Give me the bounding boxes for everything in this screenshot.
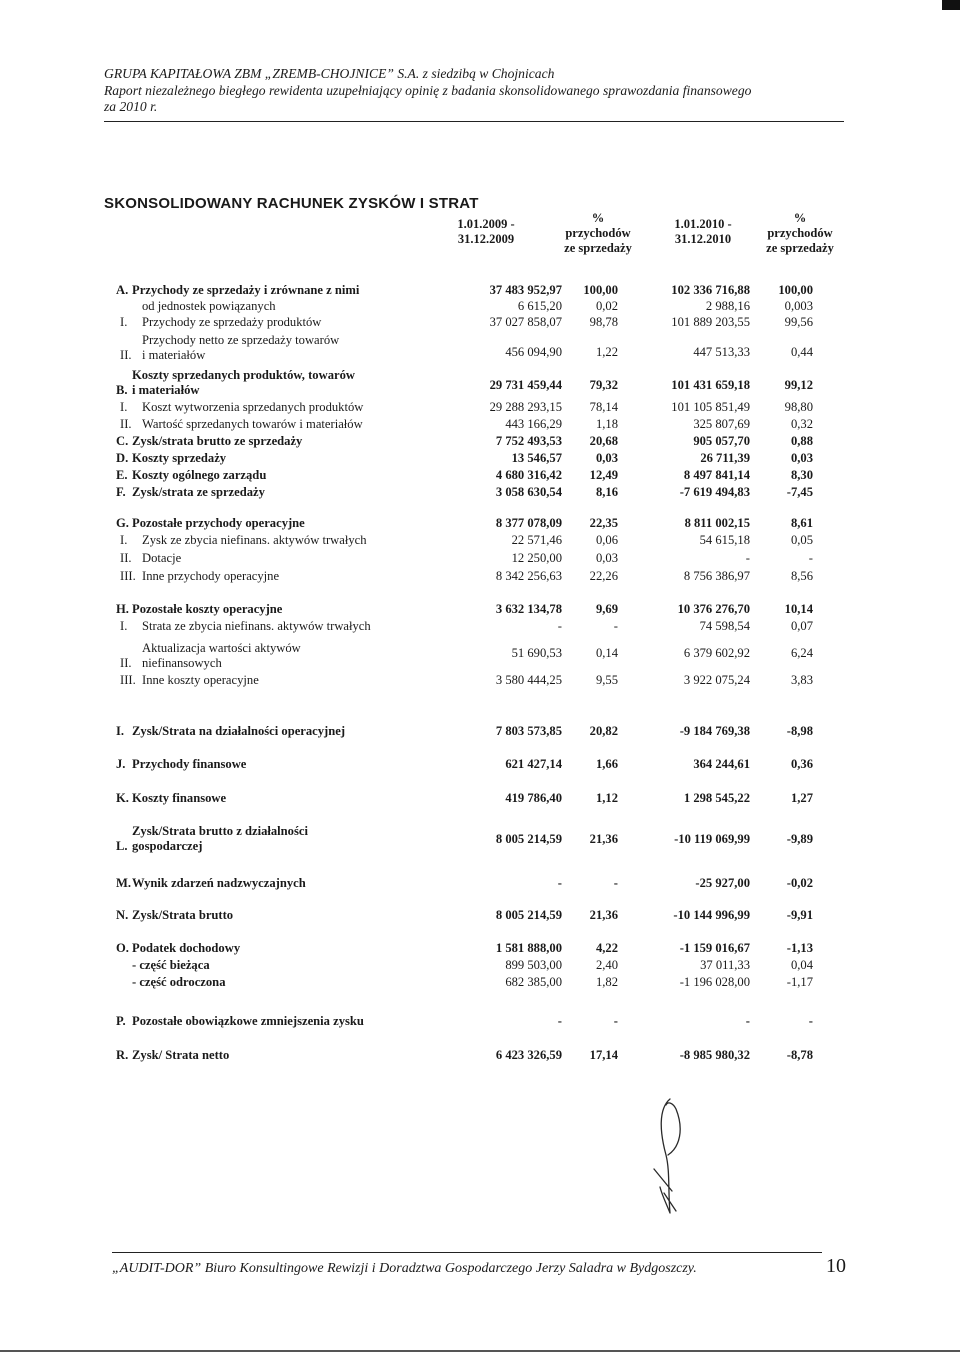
- percent-2009: 17,14: [589, 1048, 618, 1062]
- percent-2010: 99,56: [784, 315, 813, 329]
- header-line-1: GRUPA KAPITAŁOWA ZBM „ZREMB-CHOJNICE” S.A. z siedzibą w Chojnicach: [104, 66, 555, 81]
- value-2010: 8 756 386,97: [683, 569, 750, 583]
- row-label-line-2: gospodarczej: [132, 839, 203, 853]
- row-label-line-1: Przychody netto ze sprzedaży towarów: [142, 333, 340, 347]
- value-2009: 12 250,00: [511, 551, 562, 565]
- percent-2010: 0,36: [790, 757, 813, 771]
- handwritten-signature: [640, 1095, 700, 1225]
- row-letter: D.: [116, 451, 129, 465]
- row-label-text: [132, 485, 265, 500]
- row-label: [116, 724, 345, 739]
- value-2009: 1 581 888,00: [495, 941, 562, 955]
- row-label-text: [132, 434, 302, 449]
- row-label-text: [132, 451, 226, 466]
- header-line-2: Raport niezależnego biegłego rewidenta uzupełniający opinię z badania skonsolidowanego sprawozdania finansowego: [104, 82, 752, 98]
- row-label: [116, 368, 355, 398]
- row-label-text: [142, 673, 259, 688]
- percent-2010: -8,98: [786, 724, 813, 738]
- percent-2010: 1,27: [790, 791, 813, 805]
- row-label-text: [142, 333, 339, 363]
- row-label-line-1: - część bieżąca: [132, 958, 210, 972]
- value-2010: 6 379 602,92: [683, 646, 750, 660]
- value-2009: 13 546,57: [511, 451, 562, 465]
- value-2010: 74 598,54: [699, 619, 750, 633]
- percent-2009: 21,36: [589, 832, 618, 846]
- footer-auditor-text: „AUDIT-DOR” Biuro Konsultingowe Rewizji i Doradztwa Gospodarczego Jerzy Saladra w Bydgoszczy.: [112, 1261, 697, 1276]
- percent-2009: 9,69: [595, 602, 618, 616]
- row-label-line-1: Przychody ze sprzedaży produktów: [142, 315, 322, 329]
- row-letter: II.: [120, 348, 132, 362]
- row-label-text: [142, 299, 276, 314]
- percent-2010: 98,80: [784, 400, 813, 414]
- value-2009: 443 166,29: [505, 417, 562, 431]
- row-label: [120, 333, 339, 363]
- percent-2009: 0,14: [595, 646, 618, 660]
- value-2009: 621 427,14: [505, 757, 562, 771]
- row-label: [120, 533, 367, 548]
- percent-2010: -: [808, 1014, 813, 1028]
- percent-2010: -7,45: [786, 485, 813, 499]
- row-label-text: [132, 1014, 364, 1029]
- row-label-line-1: od jednostek powiązanych: [142, 299, 276, 313]
- percent-2010: 8,56: [790, 569, 813, 583]
- value-2010: 54 615,18: [699, 533, 750, 547]
- value-2009: 7 752 493,53: [495, 434, 562, 448]
- percent-2009: 8,16: [595, 485, 618, 499]
- value-2009: 682 385,00: [505, 975, 562, 989]
- value-2010: 1 298 545,22: [683, 791, 750, 805]
- value-2009: 29 731 459,44: [489, 378, 562, 392]
- percent-2009: 78,14: [589, 400, 618, 414]
- percent-2010: -: [808, 551, 813, 565]
- row-label-line-1: Koszty sprzedaży: [132, 451, 227, 465]
- row-label: [120, 400, 363, 415]
- value-2010: -7 619 494,83: [679, 485, 750, 499]
- row-label-text: [132, 908, 233, 923]
- row-label: [120, 417, 363, 432]
- percent-2010: 0,04: [790, 958, 813, 972]
- row-label-text: [132, 283, 359, 298]
- percent-2010: 8,30: [790, 468, 813, 482]
- value-2010: 102 336 716,88: [671, 283, 750, 297]
- value-2009: -: [557, 1014, 562, 1028]
- row-label-line-1: Podatek dochodowy: [132, 941, 241, 955]
- percent-2009: 4,22: [595, 941, 618, 955]
- row-label-text: [132, 468, 266, 483]
- row-label-line-1: Przychody finansowe: [132, 757, 247, 771]
- value-2010: -10 144 996,99: [673, 908, 750, 922]
- percent-2010: 0,05: [790, 533, 813, 547]
- percent-2009: 12,49: [589, 468, 618, 482]
- row-label: [120, 299, 276, 314]
- percent-2010: -8,78: [786, 1048, 813, 1062]
- value-2010: -1 159 016,67: [679, 941, 750, 955]
- percent-2009: -: [613, 876, 618, 890]
- percent-2009: 9,55: [595, 673, 618, 687]
- percent-2009: 0,06: [595, 533, 618, 547]
- percent-2009: -: [613, 619, 618, 633]
- value-2010: 101 889 203,55: [671, 315, 750, 329]
- value-2010: 447 513,33: [693, 345, 750, 359]
- row-letter: B.: [116, 383, 128, 397]
- percent-2009: 79,32: [589, 378, 618, 392]
- value-2009: 8 342 256,63: [495, 569, 562, 583]
- row-letter: II.: [120, 417, 132, 431]
- row-label-text: [142, 619, 371, 634]
- row-label-line-1: Pozostałe koszty operacyjne: [132, 602, 283, 616]
- row-label: [116, 876, 306, 891]
- row-letter: J.: [116, 757, 126, 771]
- percent-2010: -9,89: [786, 832, 813, 846]
- percent-2009: 0,03: [595, 551, 618, 565]
- value-2009: 37 027 858,07: [489, 315, 562, 329]
- row-label: [116, 602, 282, 617]
- percent-2009: 22,35: [589, 516, 618, 530]
- value-2010: 101 431 659,18: [671, 378, 750, 392]
- value-2009: -: [557, 619, 562, 633]
- row-label-line-1: Wynik zdarzeń nadzwyczajnych: [132, 876, 306, 890]
- row-label-line-1: Inne przychody operacyjne: [142, 569, 280, 583]
- row-label-text: [132, 602, 282, 617]
- value-2010: 2 988,16: [705, 299, 750, 313]
- value-2009: 7 803 573,85: [495, 724, 562, 738]
- row-label: [116, 975, 226, 990]
- report-header: [104, 66, 844, 116]
- percent-2010: 3,83: [790, 673, 813, 687]
- row-label: [116, 908, 233, 923]
- value-2010: 26 711,39: [700, 451, 750, 465]
- row-letter: I.: [120, 533, 128, 547]
- row-label-text: [142, 551, 181, 566]
- row-label: [120, 569, 279, 584]
- row-label-line-1: Przychody ze sprzedaży i zrównane z nimi: [132, 283, 360, 297]
- row-label-line-1: Koszt wytworzenia sprzedanych produktów: [142, 400, 364, 414]
- row-letter: L.: [116, 839, 128, 853]
- row-label-line-1: Zysk ze zbycia niefinans. aktywów trwałych: [142, 533, 367, 547]
- value-2009: 6 615,20: [517, 299, 562, 313]
- row-label-text: [132, 724, 345, 739]
- row-letter: N.: [116, 908, 129, 922]
- percent-2009: 1,18: [595, 417, 618, 431]
- row-label: [120, 641, 301, 671]
- row-label-text: [142, 315, 321, 330]
- row-label-text: [132, 958, 210, 973]
- value-2009: 29 288 293,15: [489, 400, 562, 414]
- percent-2010: 0,03: [790, 451, 813, 465]
- row-letter: I.: [120, 619, 128, 633]
- row-label-line-1: Wartość sprzedanych towarów i materiałów: [142, 417, 363, 431]
- row-label-text: [132, 516, 305, 531]
- percent-2009: 1,82: [595, 975, 618, 989]
- percent-2009: 1,66: [595, 757, 618, 771]
- row-label-line-1: Zysk/strata ze sprzedaży: [132, 485, 265, 499]
- value-2010: 37 011,33: [700, 958, 750, 972]
- percent-2009: 20,82: [589, 724, 618, 738]
- percent-2010: 0,88: [790, 434, 813, 448]
- row-label-line-1: Strata ze zbycia niefinans. aktywów trwałych: [142, 619, 371, 633]
- row-letter: R.: [116, 1048, 129, 1062]
- row-label-text: [132, 1048, 229, 1063]
- value-2010: -: [745, 551, 750, 565]
- row-label-line-1: Pozostałe obowiązkowe zmniejszenia zysku: [132, 1014, 364, 1028]
- row-label-line-1: Aktualizacja wartości aktywów: [142, 641, 301, 655]
- percent-2009: 21,36: [589, 908, 618, 922]
- value-2010: -1 196 028,00: [679, 975, 750, 989]
- row-label: [116, 757, 246, 772]
- row-label: [120, 551, 181, 566]
- value-2010: 8 811 002,15: [684, 516, 750, 530]
- percent-2010: 0,32: [790, 417, 813, 431]
- row-label-text: [132, 975, 226, 990]
- row-label: [116, 516, 305, 531]
- value-2009: 419 786,40: [505, 791, 562, 805]
- value-2010: -10 119 069,99: [674, 832, 750, 846]
- column-header-pct-2009: % przychodów ze sprzedaży: [564, 211, 632, 255]
- value-2010: 905 057,70: [693, 434, 750, 448]
- percent-2010: -1,13: [786, 941, 813, 955]
- value-2009: 3 632 134,78: [495, 602, 562, 616]
- percent-2010: -9,91: [786, 908, 813, 922]
- value-2010: -25 927,00: [695, 876, 750, 890]
- value-2009: 6 423 326,59: [495, 1048, 562, 1062]
- value-2009: 3 580 444,25: [495, 673, 562, 687]
- row-label-line-1: Zysk/Strata brutto z działalności: [132, 824, 308, 838]
- row-letter: M.: [116, 876, 132, 890]
- value-2009: 899 503,00: [505, 958, 562, 972]
- value-2010: 10 376 276,70: [677, 602, 750, 616]
- row-label: [116, 485, 265, 500]
- row-label-text: [142, 400, 363, 415]
- row-label-text: [132, 941, 240, 956]
- row-label-line-1: - część odroczona: [132, 975, 226, 989]
- row-label: [116, 468, 266, 483]
- row-label: [116, 451, 226, 466]
- row-label-text: [132, 368, 355, 398]
- row-label: [116, 1048, 229, 1063]
- value-2009: 51 690,53: [511, 646, 562, 660]
- row-label-line-2: i materiałów: [132, 383, 200, 397]
- value-2010: 101 105 851,49: [671, 400, 750, 414]
- percent-2009: 98,78: [589, 315, 618, 329]
- value-2009: 22 571,46: [511, 533, 562, 547]
- row-letter: III.: [120, 569, 136, 583]
- page-number: 10: [826, 1255, 846, 1277]
- value-2009: 3 058 630,54: [495, 485, 562, 499]
- row-letter: I.: [120, 400, 128, 414]
- column-header-period-2010: 1.01.2010 - 31.12.2010: [674, 217, 732, 246]
- percent-2010: 0,003: [784, 299, 813, 313]
- header-line-3: za 2010 r.: [104, 99, 158, 114]
- row-label: [120, 619, 371, 634]
- value-2009: 8 377 078,09: [495, 516, 562, 530]
- row-letter: K.: [116, 791, 129, 805]
- row-label: [116, 434, 302, 449]
- value-2009: 4 680 316,42: [495, 468, 562, 482]
- row-label: [116, 1014, 364, 1029]
- value-2010: 364 244,61: [693, 757, 750, 771]
- value-2009: 8 005 214,59: [495, 908, 562, 922]
- percent-2009: 22,26: [589, 569, 618, 583]
- row-label-line-1: Zysk/ Strata netto: [132, 1048, 230, 1062]
- row-label-line-1: Zysk/Strata na działalności operacyjnej: [132, 724, 346, 738]
- row-label-text: [142, 641, 301, 671]
- percent-2010: 0,07: [790, 619, 813, 633]
- row-label-text: [132, 876, 306, 891]
- percent-2009: 100,00: [583, 283, 618, 297]
- percent-2009: 2,40: [595, 958, 618, 972]
- row-letter: G.: [116, 516, 129, 530]
- row-label-line-1: Zysk/Strata brutto: [132, 908, 234, 922]
- column-header-period-2009: 1.01.2009 - 31.12.2009: [457, 217, 515, 246]
- statement-title: SKONSOLIDOWANY RACHUNEK ZYSKÓW I STRAT: [104, 195, 479, 212]
- row-label-line-1: Dotacje: [142, 551, 182, 565]
- row-label: [116, 958, 210, 973]
- percent-2009: 1,22: [595, 345, 618, 359]
- row-label-line-1: Zysk/strata brutto ze sprzedaży: [132, 434, 303, 448]
- percent-2009: 0,03: [595, 451, 618, 465]
- percent-2010: 6,24: [790, 646, 813, 660]
- value-2010: 8 497 841,14: [683, 468, 750, 482]
- percent-2009: -: [613, 1014, 618, 1028]
- row-letter: III.: [120, 673, 136, 687]
- percent-2009: 0,02: [595, 299, 618, 313]
- row-letter: H.: [116, 602, 129, 616]
- header-divider: [104, 121, 844, 122]
- value-2010: -8 985 980,32: [679, 1048, 750, 1062]
- column-header-pct-2010: % przychodów ze sprzedaży: [766, 211, 834, 255]
- percent-2010: 99,12: [784, 378, 813, 392]
- row-label-line-1: Koszty ogólnego zarządu: [132, 468, 267, 482]
- row-label-line-2: i materiałów: [142, 348, 206, 362]
- row-letter: P.: [116, 1014, 126, 1028]
- row-label-text: [142, 417, 363, 432]
- value-2009: 456 094,90: [505, 345, 562, 359]
- value-2010: 325 807,69: [693, 417, 750, 431]
- row-label-text: [142, 569, 279, 584]
- value-2009: 8 005 214,59: [495, 832, 562, 846]
- row-letter: O.: [116, 941, 129, 955]
- row-label: [120, 315, 321, 330]
- row-label-text: [132, 757, 246, 772]
- row-letter: I.: [120, 315, 128, 329]
- percent-2010: 100,00: [778, 283, 813, 297]
- row-label: [116, 283, 359, 298]
- row-label-line-1: Pozostałe przychody operacyjne: [132, 516, 305, 530]
- row-label-text: [132, 824, 308, 854]
- percent-2009: 20,68: [589, 434, 618, 448]
- row-letter: F.: [116, 485, 126, 499]
- row-label-line-1: Koszty sprzedanych produktów, towarów: [132, 368, 355, 382]
- scan-corner-mark: [942, 0, 960, 10]
- value-2010: -: [745, 1014, 750, 1028]
- value-2009: 37 483 952,97: [489, 283, 562, 297]
- percent-2010: 8,61: [790, 516, 813, 530]
- row-label: [120, 673, 259, 688]
- row-label-line-1: Koszty finansowe: [132, 791, 227, 805]
- percent-2009: 1,12: [595, 791, 618, 805]
- row-letter: II.: [120, 551, 132, 565]
- row-letter: E.: [116, 468, 128, 482]
- row-letter: I.: [116, 724, 125, 738]
- percent-2010: 10,14: [784, 602, 813, 616]
- percent-2010: 0,44: [790, 345, 813, 359]
- row-label-text: [132, 791, 226, 806]
- value-2010: 3 922 075,24: [683, 673, 750, 687]
- percent-2010: -0,02: [786, 876, 813, 890]
- footer-divider: [112, 1252, 822, 1253]
- percent-2010: -1,17: [786, 975, 813, 989]
- row-label: [116, 824, 308, 854]
- value-2009: -: [557, 876, 562, 890]
- row-letter: A.: [116, 283, 129, 297]
- value-2010: -9 184 769,38: [679, 724, 750, 738]
- row-label: [116, 791, 226, 806]
- row-label-line-2: niefinansowych: [142, 656, 222, 670]
- row-label-text: [142, 533, 367, 548]
- row-label: [116, 941, 240, 956]
- scan-bottom-edge: [0, 1350, 960, 1352]
- row-label-line-1: Inne koszty operacyjne: [142, 673, 259, 687]
- row-letter: C.: [116, 434, 129, 448]
- row-letter: II.: [120, 656, 132, 670]
